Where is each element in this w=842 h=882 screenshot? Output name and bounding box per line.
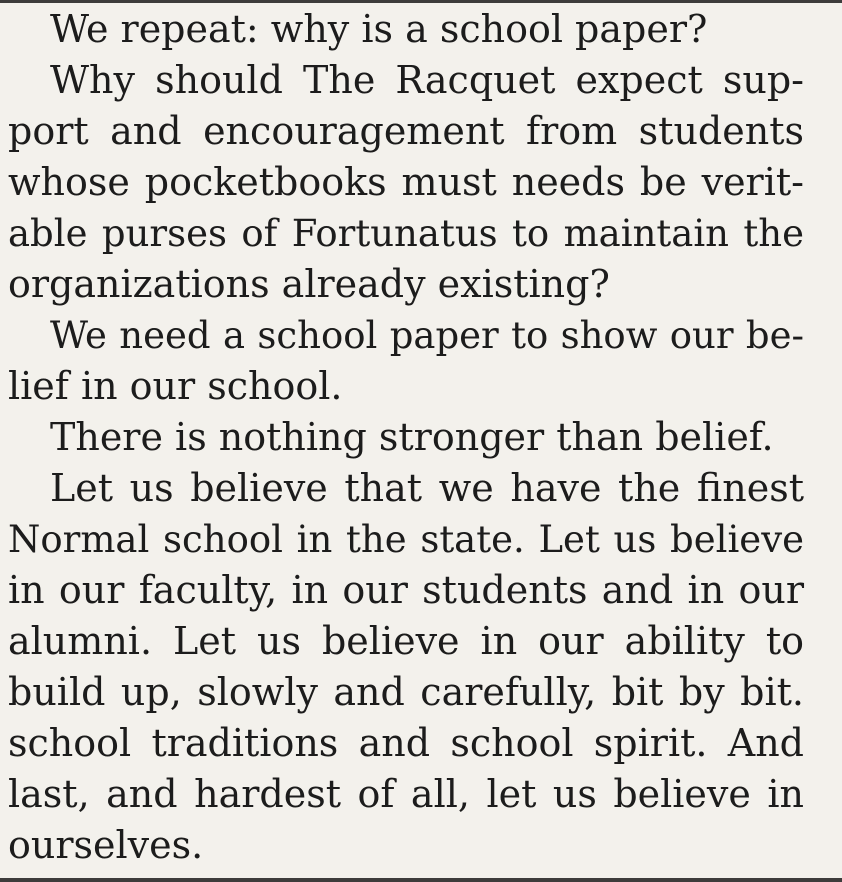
text-line: We repeat: why is a school paper? xyxy=(50,7,708,51)
text-line: in our faculty, in our students and in our xyxy=(8,568,804,612)
text-line: port and encouragement from students xyxy=(8,109,804,153)
text-line: We need a school paper to show our be- xyxy=(50,314,804,357)
text-line: whose pocketbooks must needs be verit- xyxy=(8,160,804,204)
text-line: lief in our school. xyxy=(8,364,343,408)
text-line: last, and hardest of all, let us believe in xyxy=(8,772,804,816)
text-line: ourselves. xyxy=(8,823,204,867)
text-line: alumni. Let us believe in our ability to xyxy=(8,619,804,663)
text-line: able purses of Fortunatus to maintain the xyxy=(8,212,804,255)
text-line: build up, slowly and carefully, bit by bit. xyxy=(8,670,804,714)
text-line: Normal school in the state. Let us believe xyxy=(8,518,804,561)
cut-off-previous-line xyxy=(0,0,842,3)
cut-off-next-line xyxy=(0,878,842,882)
text-line: school traditions and school spirit. And xyxy=(8,721,804,765)
text-line: Why should The Racquet expect sup- xyxy=(50,58,804,102)
text-line: Let us believe that we have the finest xyxy=(50,466,804,510)
text-line: organizations already existing? xyxy=(8,262,610,306)
text-line: There is nothing stronger than belief. xyxy=(50,415,774,459)
